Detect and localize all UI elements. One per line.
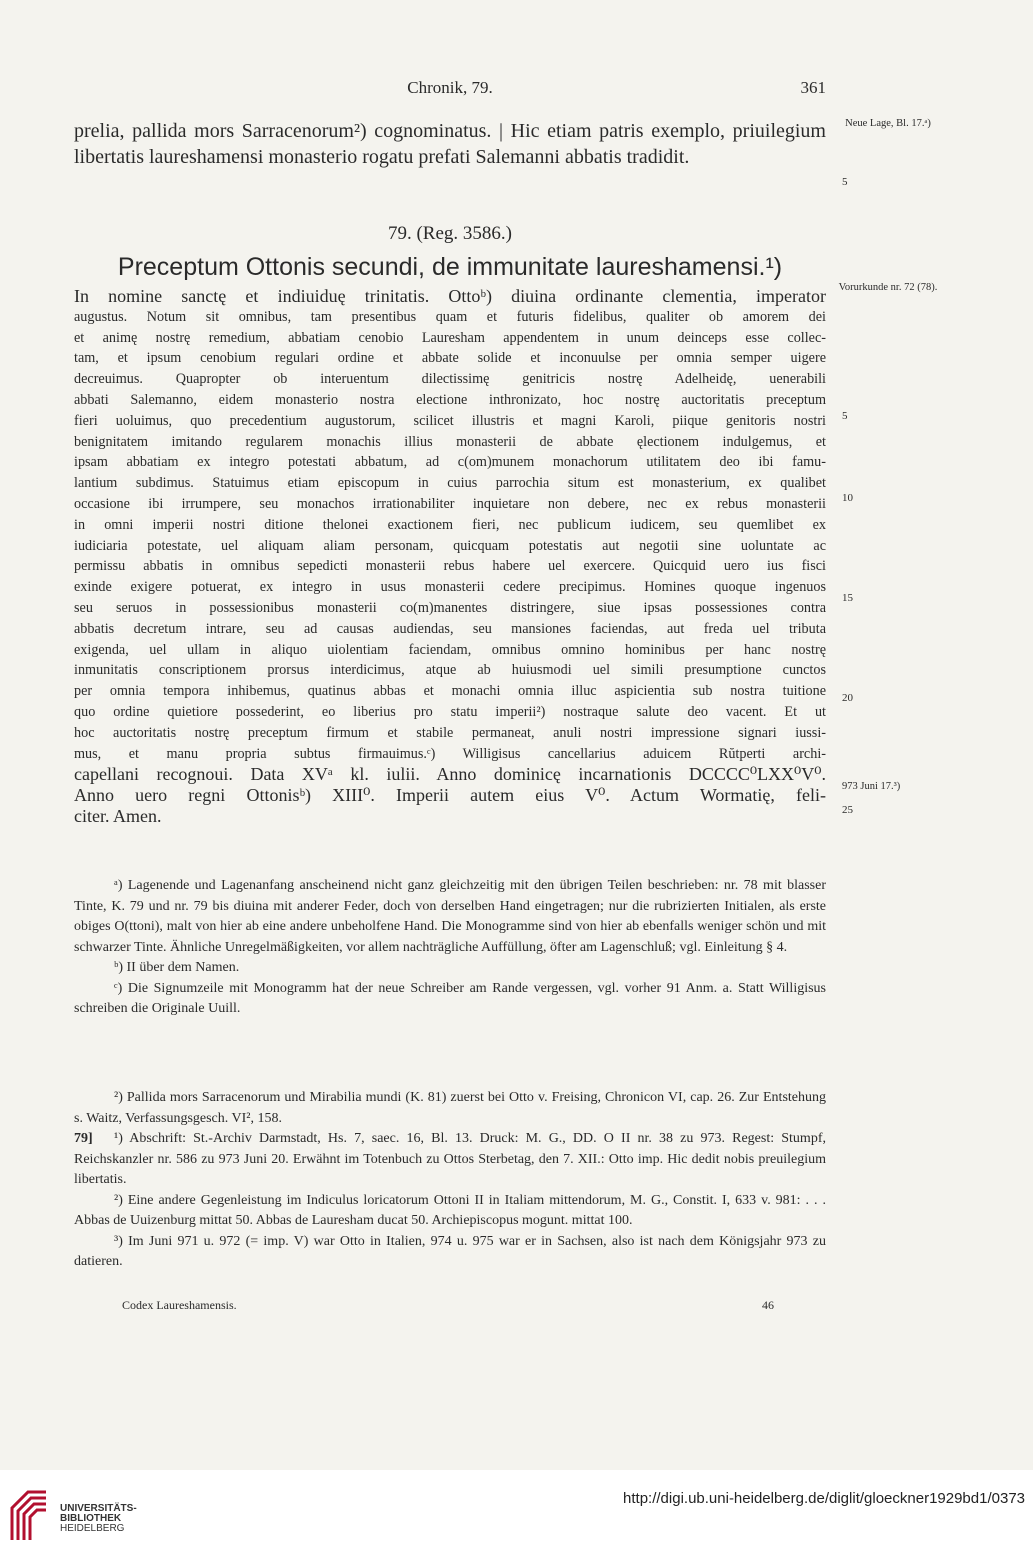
charter-line: benignitatem imitando regularem monachis illius monasterii de abbate ęlectionem indulgemus, et <box>74 433 826 450</box>
note-2-previous: ²) Pallida mors Sarracenorum und Mirabilia mundi (K. 81) zuerst bei Otto v. Freising, Chronicon VI, cap. 26. Zur Entstehung s. Waitz, Verfassungsgesch. VI², 158. <box>74 1090 826 1126</box>
charter-line: quo ordine quietiore possederint, eo liberius pro statu imperii²) nostraque salute deo vacent. Et ut <box>74 703 826 720</box>
entry-marker: 79] <box>74 1131 93 1146</box>
line-number: 10 <box>842 492 853 504</box>
charter-text <box>74 286 826 827</box>
note-2: ²) Eine andere Gegenleistung im Indiculus loricatorum Ottoni II in Italiam mittendorum, M. G., Constit. I, 633 v. 981: . . . Abbas de Uuizenburg mittat 50. Abbas de Lauresham ducat 50. Archiepiscopus mogunt. mittat 100. <box>74 1192 826 1228</box>
commentary-notes <box>74 1088 826 1273</box>
charter-line: citer. Amen. <box>74 805 162 826</box>
charter-line: tam, et ipsum cenobium regulari ordine et abbate solide et inconuulse per omnia semper uigere <box>74 350 826 367</box>
running-title: Chronik, 79. <box>407 78 493 97</box>
charter-line: per omnia tempora inhibemus, quatinus abbas et monachi omnia illuc aspicientia sub nostra tuitione <box>74 683 826 700</box>
margin-note-date: 973 Juni 17.³) <box>842 781 901 792</box>
charter-line: seu seruos in possessionibus monasterii co(m)manentes distringere, siue ipsas possessiones contra <box>74 599 826 616</box>
charter-line: In nomine sanctę et indiuiduę trinitatis. Ottoᵇ) diuina ordinante clementia, imperator <box>74 286 826 306</box>
intro-paragraph: prelia, pallida mors Sarracenorum²) cognominatus. | Hic etiam patris exemplo, priuilegium libertatis laureshamensi monasterio rogatu prefati Salemanni abbatis tradidit. <box>74 120 826 168</box>
charter-line: ipsam abbatiam ex integro potestati abbatum, ad c(om)munem monachorum utilitatem deo ibi famu- <box>74 454 826 471</box>
university-library-logo-icon <box>8 1484 50 1542</box>
charter-line: lantium subdimus. Statuimus etiam episcopum in cuius parrochia situm est monasterium, ex qualibet <box>74 475 826 492</box>
line-number: 15 <box>842 592 853 604</box>
charter-line: et animę nostrę remedium, abbatiam cenobio Lauresham appendentem in unum deinceps esse collec- <box>74 329 826 346</box>
margin-note-neue-lage: Neue Lage, Bl. 17.ᵃ) <box>845 118 931 129</box>
note-c: ᶜ) Die Signumzeile mit Monogramm hat der neue Schreiber am Rande vergessen, vgl. vorher 91 Anm. a. Statt Willigisus schreiben die Originale Uuill. <box>74 980 826 1016</box>
charter-line: inmunitatis conscriptionem prorsus interdicimus, atque ab huiusmodi uel simili presumptione cunctos <box>74 662 826 679</box>
entry-title: Preceptum Ottonis secundi, de immunitate laureshamensi.¹) <box>117 253 783 281</box>
note-1 <box>74 1129 826 1191</box>
charter-line: exinde exigere potuerat, ex integro in usus monasterii cedere precipimus. Homines quoque ingenuos <box>74 579 826 596</box>
charter-line: augustus. Notum sit omnibus, tam presentibus quam et futuris fidelibus, qualiter ob amorem dei <box>74 308 826 325</box>
note-1-text: ¹) Abschrift: St.-Archiv Darmstadt, Hs. 7, saec. 16, Bl. 13. Druck: M. G., DD. O II nr. 38 zu 973. Regest: Stumpf, Reichskanzler nr. 586 zu 973 Juni 20. Erwähnt im Totenbuch zu Ottos Sterbetag, den 7. XII.: Otto imp. Hic dedit nobis preuilegium libertatis. <box>74 1131 826 1187</box>
charter-line: in omni imperii nostri ditione thelonei exactionem fieri, nec publicum iudicem, seu quemlibet ex <box>74 516 826 533</box>
permalink-url[interactable]: http://digi.ub.uni-heidelberg.de/diglit/gloeckner1929bd1/0373 <box>623 1490 1025 1507</box>
line-number: 5 <box>842 410 848 422</box>
charter-line: decreuimus. Quapropter ob interuentum dilectissimę genitricis nostrę Adelheidę, uenerabili <box>74 371 826 388</box>
running-header <box>74 78 826 102</box>
note-3: ³) Im Juni 971 u. 972 (= imp. V) war Otto in Italien, 974 u. 975 war er in Sachsen, also ist nach dem Königsjahr 973 zu datieren. <box>74 1233 826 1269</box>
charter-line: exigenda, uel ullam in aliquo uiolentiam faciendam, omnibus omnino hominibus per hanc nostrę <box>74 641 826 658</box>
note-a: ᵃ) Lagenende und Lagenanfang anscheinend nicht ganz gleichzeitig mit den übrigen Teilen beschrieben: nr. 78 mit blasser Tinte, K. 79 und nr. 79 bis diuina mit anderer Feder, doch von derselben Hand eingetragen; nur die rubrizierten Initialen, als erste obiges O(ttoni), malt von hier ab eine andere unbeholfene Hand. Die Monogramme sind von hier ab ebenfalls weniger schön und mit schwarzer Tinte. Ähnliche Unregelmäßigkeiten, vor allem nachträgliche Auffüllung, öfter am Lagenschluß; vgl. Einleitung § 4. <box>74 878 826 955</box>
charter-line: fieri uoluimus, quo precedentium augustorum, scilicet illustris et magni Karoli, piique genitoris nostri <box>74 412 826 429</box>
apparatus-notes <box>74 876 826 1020</box>
page-number: 361 <box>800 78 826 97</box>
entry-number: 79. (Reg. 3586.) <box>387 223 512 244</box>
charter-line: occasione ibi irrumpere, seu monachos irrationabiliter inquietare non debere, nec ex rebus monasterii <box>74 495 826 512</box>
charter-line: Anno uero regni Ottonisᵇ) XIII⁰. Imperii autem eius V⁰. Actum Wormatię, feli- <box>74 785 826 806</box>
charter-line: iudiciaria potestate, uel aliquam aliam personam, quicquam potestatis aut negotii sine uoluntate ac <box>74 537 826 554</box>
sheet-number: 46 <box>762 1298 774 1312</box>
margin-note-vorurkunde: Vorurkunde nr. 72 (78). <box>838 282 938 293</box>
charter-line: abbati Salemanno, eidem monasterio nostra electione inthronizato, hoc nostrę auctoritatis preceptum <box>74 391 826 408</box>
viewer-footer <box>0 1470 1033 1559</box>
intro-line-number: 5 <box>842 176 848 188</box>
line-number: 20 <box>842 692 853 704</box>
charter-line: hoc auctoritatis nostrę preceptum firmum et stabile permaneat, anuli nostri impressione signari iussi- <box>74 724 826 741</box>
library-name: UNIVERSITÄTS- BIBLIOTHEK HEIDELBERG <box>60 1503 137 1534</box>
footer-title: Codex Laureshamensis. <box>122 1298 237 1312</box>
charter-line: capellani recognoui. Data XVᵃ kl. iulii. Anno dominicę incarnationis DCCCC⁰LXX⁰V⁰. <box>74 764 826 785</box>
charter-line: mus, et manu propria subtus firmauimus.ᶜ) Willigisus cancellarius aduicem Rŭtperti archi- <box>74 745 826 762</box>
line-number: 25 <box>842 804 853 816</box>
note-b: ᵇ) II über dem Namen. <box>114 960 240 975</box>
charter-line: abbatis decretum intrare, seu ad causas audiendas, seu mansiones faciendas, aut freda uel tributa <box>74 620 826 637</box>
charter-line: permissu abbatis in omnibus sepedicti monasterii rebus habere uel exercere. Quicquid uero ius fisci <box>74 558 826 575</box>
